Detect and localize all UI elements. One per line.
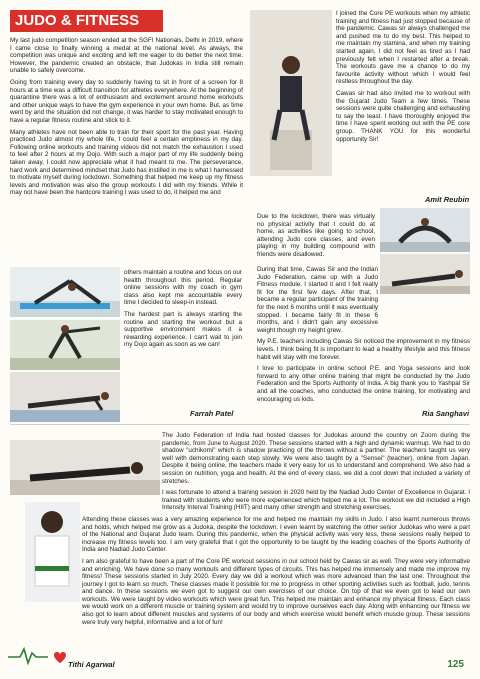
farrah-paragraph-3: Many athletes have not been able to train for their sport for the past year. Having practiced Judo almost my whole life, I could feel a certain emptiness in my day. Following online workouts and training videos did not match the exhaustion I used to feel after 2 hours at my Dojo. With such a major part of my life suddenly being taken away, I could now appreciate what it had meant to me. The perseverance, hard work and determined mindset that Judo has instilled in me is what I harnessed to motivate myself during lockdown. Something that helped me keep up my fitness levels and motivation was also the group workouts I did with my friends. While it may not have been the hardcore training I was used to do, it helped me and <box>10 128 243 197</box>
page-number: 125 <box>447 659 464 670</box>
amit-paragraph-1: I joined the Core PE workouts when my athletic training and fitness had just stopped because of the pandemic. Cawas sir always challenged me and pushed me to do my best. This helped to me maintain my stamina, and when my training started again, I did not feel as tired as I had previously felt when I restarted after a break. The workouts gave me a chance to do my favourite activity without which I would feel restless throughout the day. <box>336 10 470 86</box>
yoga-pose-illustration <box>10 267 120 317</box>
stretch-illustration <box>10 320 120 370</box>
ria-bridge-illustration <box>380 208 470 252</box>
farrah-side-article <box>124 269 242 353</box>
ria-paragraph-2: My P.E. teachers including Cawas Sir noticed the improvement in my fitness levels. I think being fit is important to lead a healthy lifestyle and this fitness habit will stay with me forever. <box>257 338 470 361</box>
ria-side-paragraph: Due to the lockdown, there was virtually no physical activity that I could do at home, as activities like going to school, attending Judo core classes, and even playing in my building compound with friends were disallowed. <box>257 213 375 258</box>
farrah-yoga-photo <box>10 267 120 317</box>
tithi-paragraph-1: The Judo Federation of India had hosted classes for Judokas around the country on Zoom during the pandemic, from June to August 2020. These sessions started with a high and dynamic warmup. We had to do shadow "uchikomi" which is shadow practicing of the throws without a partner. The teachers taught us very well with demonstrating each step slowly. We were also taught by a "Sensei" (teacher), online from Japan. Despite it being online, the teachers made it very easy for us to understand and comprehend. We also had a session on nutrition, yoga and health. At the end of every class, we did a cool down that included a variety of stretches. <box>162 432 470 485</box>
farrah-stretch-photo <box>10 320 120 370</box>
tithi-paragraph-4: I am also grateful to have been a part of the Core PE workout sessions in our school held by Cawas sir as well. They were very informative and enriching. We have done so many workouts and different types of circuits. This has helped me immensely and made me improve my fitness! These sessions started in July 2020. Every day we did a workout which was more advanced than the last one. Throughout the journey I got to learn so much. These classes made it possible for me to progress in other sporting activities such as football, judo, tennis and dance. In these sessions we even got to suggest our own exercises of our choice. On top of that we even got to lead our own workouts. We were taught by video workouts which were great fun. This helped me maintain and enhance my physical fitness. Each class we would work on a different muscle or training system and would try to improve ourselves each day. Along with enhancing our fitness we also got to learn about different muscles and systems of our body and which exercise would benefit which muscle group. These sessions were truly very helpful, informative and a lot of fun! <box>82 557 470 626</box>
amit-paragraph-2: Cawas sir had also invited me to workout with the Gujarat Judo Team a few times. These sessions were quite challenging and exhausting to say the least. I have thoroughly enjoyed the time I have spent working out with the PE core group. THANK YOU for this wonderful opportunity Sir! <box>336 89 470 143</box>
tithi-portrait-photo <box>25 502 80 602</box>
farrah-plank-photo <box>10 372 120 422</box>
tithi-judo-illustration <box>25 502 80 602</box>
amit-illustration <box>250 10 332 176</box>
farrah-article <box>10 37 243 201</box>
amit-article <box>336 10 470 147</box>
author-farrah: Farrah Patel <box>190 409 234 418</box>
tithi-article <box>82 432 470 630</box>
page-title: JUDO & FITNESS <box>10 10 163 32</box>
author-ria: Ria Sanghavi <box>422 409 470 418</box>
ria-paragraph-3: I love to participate in online school P.E. and Yoga sessions and look forward to any other online training that might be conducted by the Judo Federation and the Sports Authority of India. A big thank you to Yashpal Sir and all the coaches, who conducted the online training, for motivating and encouraging us kids. <box>257 365 470 403</box>
tithi-paragraph-2: I was fortunate to attend a training session in 2020 held by the Nadiad Judo Center of Excellence in Gujarat. I trained with students who were more experienced which helped me a lot. The workout we did included a High Intensity Interval Training (HIIT) and many other strength and stretching exercises. <box>162 489 470 512</box>
plank-illustration <box>10 372 120 422</box>
tithi-paragraph-3: Attending these classes was a very amazing experience for me and helped me maintain my skills in Judo. I also learnt numerous throws and holds, which helped me grow as a Judoka, despite the lockdown. I even learnt by watching the other senior Judokas who were a part of the National and Gujarat Judo team. During this pandemic, when the physical activity was very less, these sessions really helped to increase my fitness levels too. I am very grateful that I got the opportunity to be taught by the leading coaches of the Sports Authority of India and Nadiad Judo Center. <box>82 515 470 554</box>
ria-photo-1 <box>380 208 470 252</box>
ria-paragraph-1: During that time, Cawas Sir and the Indian Judo Federation, came up with a Judo Fitness module. I started it and I felt really fit for the first few days. After that, I became a regular participant of the training for the next 6 months until it was eventually stopped. I became fairly fit in these 6 months, and I didn't gain any excessive weight though my height grew. <box>257 266 378 334</box>
section-divider <box>10 424 470 425</box>
heartbeat-icon <box>8 645 68 667</box>
farrah-paragraph-2: Going from training every day to suddenly having to sit in front of a screen for 8 hours at a time was a difficult transition for athletes everywhere. At the beginning of quarantine there was a lot of enthusiasm and excitement around home workouts and other unique ways to have the gym experience in your own home. But, as time went by and the situation did not change, it was harder to stay motivated enough to have a regular fitness routine and stick to it. <box>10 78 243 124</box>
author-tithi: Tithi Agarwal <box>68 660 115 669</box>
farrah-side-paragraph-1: others maintain a routine and focus on our health throughout this period. Regular online sessions with my coach in gym class also kept me accountable every time I decided to sleep-in instead. <box>124 269 242 307</box>
ria-side-article <box>257 213 375 263</box>
ria-article <box>257 266 470 407</box>
farrah-side-paragraph-2: The hardest part is always starting the routine and starting the workout but a supportive environment makes it a rewarding experience. I can't wait to join my Dojo again as soon as we can! <box>124 310 242 349</box>
author-amit: Amit Reubin <box>425 195 470 204</box>
farrah-paragraph-1: My last judo competition season ended at the SGFI Nationals, Delhi in 2019, where I came close to finally winning a medal at the national level. As always, the competition was unique and exciting and left me eager to do better the next time. However, the pandemic created an obstacle, that Judokas in India still remain unable to safely overcome. <box>10 37 243 75</box>
amit-photo <box>250 10 332 176</box>
